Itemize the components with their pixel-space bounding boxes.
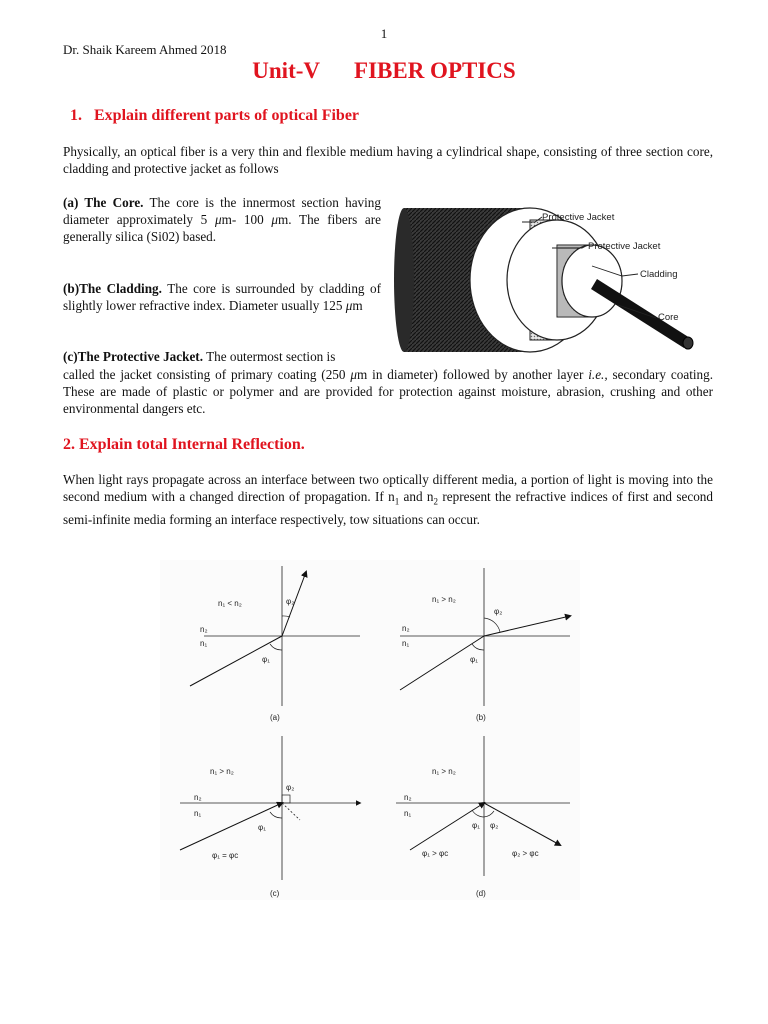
panel-c-phi-top: φ₂ xyxy=(286,783,295,792)
panel-d-caption: (d) xyxy=(476,889,486,898)
panel-a-phi-bottom: φ₁ xyxy=(262,655,270,664)
author-line: Dr. Shaik Kareem Ahmed 2018 xyxy=(63,42,227,57)
mu-symbol: μ xyxy=(345,298,353,313)
tir-paragraph xyxy=(63,471,713,528)
panel-d-n-top: n₂ xyxy=(404,793,412,802)
tir-text-3: represent the refractive indices of first and second semi-infinite media forming an interface respectively, tow situations can occur. xyxy=(63,489,713,527)
panel-b-n-top: n₂ xyxy=(402,624,410,633)
section-1-heading xyxy=(70,107,359,125)
subscript-2: 2 xyxy=(433,496,439,507)
panel-c-n-bottom: n₁ xyxy=(194,809,202,818)
cladding-text-2: m xyxy=(352,298,363,313)
section-2-heading: 2. Explain total Internal Reflection. xyxy=(63,436,305,453)
cladding-text-1: The core is surrounded by cladding of slightly lower refractive index. Diameter usually 125 xyxy=(63,281,381,313)
topic-label: FIBER OPTICS xyxy=(354,58,516,83)
panel-d-relation: n₁ > n₂ xyxy=(432,767,456,776)
jacket-paragraph-rest xyxy=(63,366,713,417)
panel-b-caption: (b) xyxy=(476,713,486,722)
core-text-1: The core is the innermost section having diameter approximately 5 xyxy=(63,195,381,227)
fiber-structure-figure xyxy=(392,200,712,360)
jacket-paragraph-line1 xyxy=(63,348,393,365)
svg-text:Cladding: Cladding xyxy=(640,269,678,280)
panel-a-relation: n₁ < n₂ xyxy=(218,599,242,608)
core-label: (a) The Core. xyxy=(63,195,144,210)
page-number: 1 xyxy=(380,26,388,41)
tir-figure xyxy=(160,560,580,900)
core-paragraph xyxy=(63,194,381,245)
page-title xyxy=(0,58,768,84)
jacket-text-2: called the jacket consisting of primary coating (250 xyxy=(63,367,346,382)
cladding-label: (b)The Cladding. xyxy=(63,281,162,296)
panel-a-caption: (a) xyxy=(270,713,280,722)
jacket-label: (c)The Protective Jacket. xyxy=(63,349,203,364)
ie-abbrev: i.e., xyxy=(588,367,608,382)
svg-text:Protective Jacket: Protective Jacket xyxy=(542,212,615,223)
panel-c-phi-bottom: φ₁ xyxy=(258,823,266,832)
jacket-text-1: The outermost section is xyxy=(206,349,336,364)
jacket-text-3: m in diameter) followed by another layer xyxy=(357,367,584,382)
panel-d-phi-1: φ₁ xyxy=(472,821,480,830)
panel-b-relation: n₁ > n₂ xyxy=(432,595,456,604)
tir-text-1: When light rays propagate across an interface between two optically different media, a portion of light is moving into the second medium with a changed direction of propagation. If n xyxy=(63,472,713,504)
section-1-number: 1. xyxy=(70,107,82,124)
panel-b-n-bottom: n₁ xyxy=(402,639,410,648)
panel-b-phi-top: φ₂ xyxy=(494,607,503,616)
core-text-3: m. The fibers are generally silica (Si02) based. xyxy=(63,212,382,244)
cladding-paragraph xyxy=(63,280,381,314)
panel-d-condition-left: φ₁ > φc xyxy=(422,849,449,858)
cladding xyxy=(557,245,622,317)
jacket-text-4: secondary coating. These are made of plastic or polymer and are provided for protection against moisture, abrasion, crushing and other environmental dangers etc. xyxy=(63,367,714,416)
panel-d-n-bottom: n₁ xyxy=(404,809,412,818)
intro-paragraph: Physically, an optical fiber is a very thin and flexible medium having a cylindrical shape, consisting of three section core, cladding and protective jacket as follows xyxy=(63,144,713,176)
svg-text:Core: Core xyxy=(658,312,679,323)
panel-a-phi-top: φ₂ xyxy=(286,597,295,606)
panel-a-n-top: n₂ xyxy=(200,625,208,634)
unit-label: Unit-V xyxy=(252,58,321,83)
subscript-1: 1 xyxy=(394,496,400,507)
panel-d-phi-2: φ₂ xyxy=(490,821,499,830)
panel-c-caption: (c) xyxy=(270,889,280,898)
mu-symbol: μ xyxy=(271,212,279,227)
mu-symbol: μ xyxy=(350,367,358,382)
section-1-title: Explain different parts of optical Fiber xyxy=(94,107,360,124)
tir-text-2: and n xyxy=(399,489,434,504)
panel-b-phi-bottom: φ₁ xyxy=(470,655,478,664)
mu-symbol: μ xyxy=(214,212,222,227)
panel-d-condition-right: φ₂ > φc xyxy=(512,849,539,858)
panel-a-n-bottom: n₁ xyxy=(200,639,208,648)
panel-c-relation: n₁ > n₂ xyxy=(210,767,234,776)
core-text-2: m- 100 xyxy=(221,212,264,227)
panel-c-condition: φ₁ = φc xyxy=(212,851,239,860)
svg-text:Protective Jacket: Protective Jacket xyxy=(588,241,661,252)
panel-c-n-top: n₂ xyxy=(194,793,202,802)
